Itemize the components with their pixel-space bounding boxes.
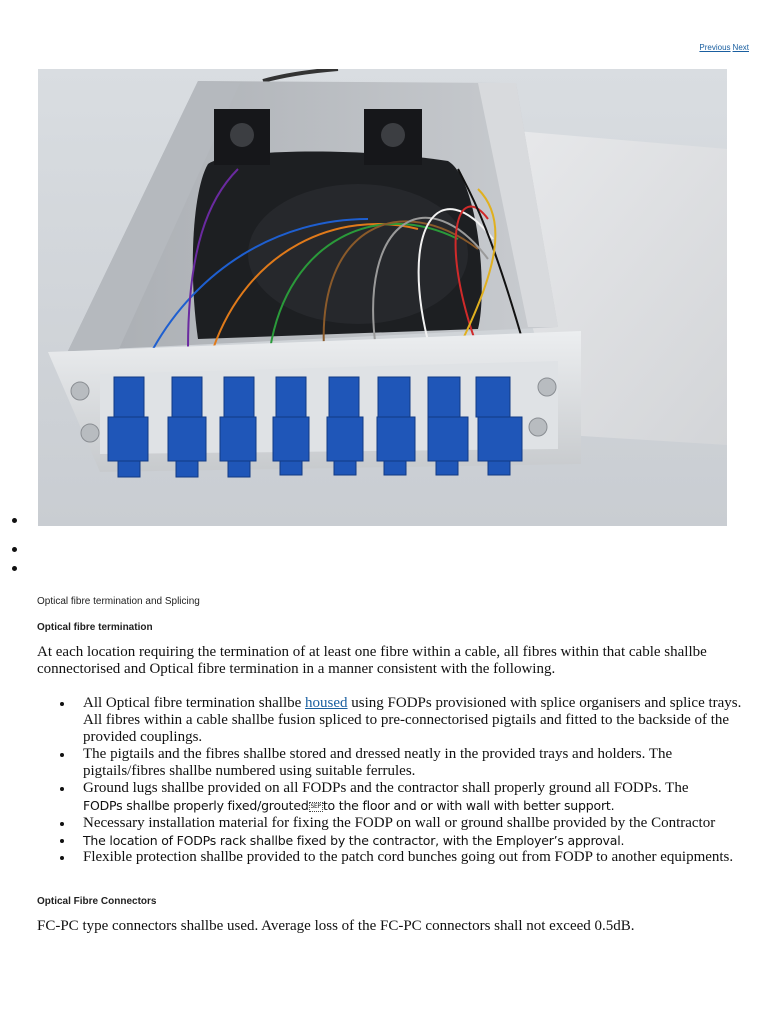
fodp-photo [38,69,727,526]
pagination-nav [697,43,749,52]
list-item-text: FODPs shallbe properly fixed/grouted [83,798,309,813]
section-title: Optical fibre termination and Splicing [37,596,200,607]
list-item: Necessary installation material for fixing the FODP on wall or ground shallbe provided by the Contractor [59,815,754,832]
termination-heading: Optical fibre termination [37,622,153,633]
list-bullet [12,518,17,523]
next-link[interactable]: Next [732,43,749,52]
list-item-text: Ground lugs shallbe provided on all FODPs and the contractor shall properly ground all FODPs. The [83,780,689,796]
previous-link[interactable]: Previous [699,43,731,52]
connectors-heading: Optical Fibre Connectors [37,896,157,907]
housed-link[interactable]: housed [305,695,348,711]
list-item [59,695,754,746]
list-item-text: using FODPs provisioned with splice organisers and splice trays. All fibres within a cable shallbe fusion spliced to pre-connectorised pigtails and fitted to the backside of the provided couplings. [83,695,742,745]
list-item [59,780,754,815]
termination-intro: At each location requiring the termination of at least one fibre within a cable, all fibres within that cable shallbe connectorised and Optical fibre termination in a manner consistent with the following. [37,644,707,677]
sep-glyph: SEP [310,802,321,810]
termination-list [59,695,754,866]
list-item-text: All Optical fibre termination shallbe [83,695,306,711]
list-item-text: to the floor and or with wall with better support. [322,798,615,813]
list-bullet [12,566,17,571]
connectors-text: FC-PC type connectors shallbe used. Average loss of the FC-PC connectors shall not exceed 0.5dB. [37,918,635,934]
list-item: Flexible protection shallbe provided to the patch cord bunches going out from FODP to another equipments. [59,849,754,866]
list-bullet [12,547,17,552]
list-item: The pigtails and the fibres shallbe stored and dressed neatly in the provided trays and holders. The pigtails/fibres shallbe numbered using suitable ferrules. [59,746,754,780]
list-item: The location of FODPs rack shallbe fixed by the contractor, with the Employer’s approval. [59,832,754,849]
